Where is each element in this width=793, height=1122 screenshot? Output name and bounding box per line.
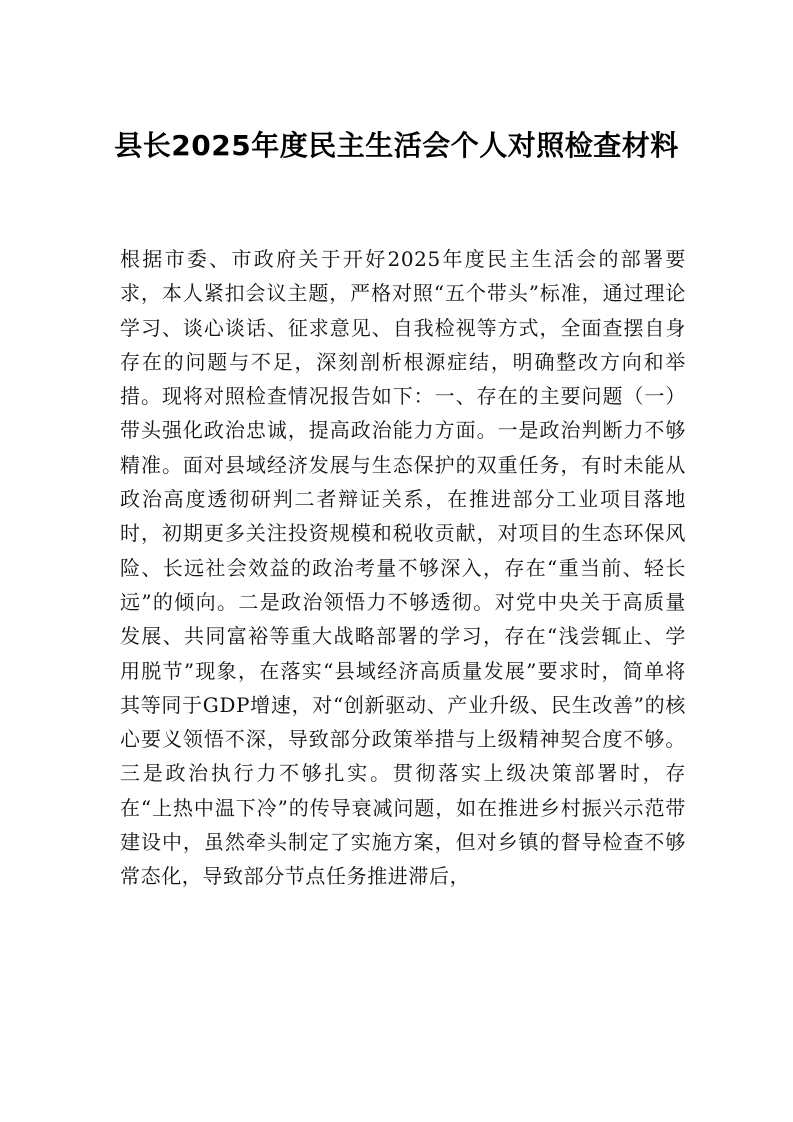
document-body-paragraph: 根据市委、市政府关于开好2025年度民主生活会的部署要求，本人紧扣会议主题，严格对照“五个带头”标准，通过理论学习、谈心谈话、征求意见、自我检视等方式，全面查摆自身存在的问题与不足，深刻剖析根源症结，明确整改方向和举措。现将对照检查情况报告如下：一、存在的主要问题（一）带头强化政治忠诚，提高政治能力方面。一是政治判断力不够精准。面对县域经济发展与生态保护的双重任务，有时未能从政治高度透彻研判二者辩证关系，在推进部分工业项目落地时，初期更多关注投资规模和税收贡献，对项目的生态环保风险、长远社会效益的政治考量不够深入，存在“重当前、轻长远”的倾向。二是政治领悟力不够透彻。对党中央关于高质量发展、共同富裕等重大战略部署的学习，存在“浅尝辄止、学用脱节”现象，在落实“县域经济高质量发展”要求时，简单将其等同于GDP增速，对“创新驱动、产业升级、民生改善”的核心要义领悟不深，导致部分政策举措与上级精神契合度不够。三是政治执行力不够扎实。贯彻落实上级决策部署时，存在“上热中温下冷”的传导衰减问题，如在推进乡村振兴示范带建设中，虽然牵头制定了实施方案，但对乡镇的督导检查不够常态化，导致部分节点任务推进滞后， — [120, 247, 686, 889]
document-title: 县长2025年度民主生活会个人对照检查材料 — [114, 129, 679, 162]
